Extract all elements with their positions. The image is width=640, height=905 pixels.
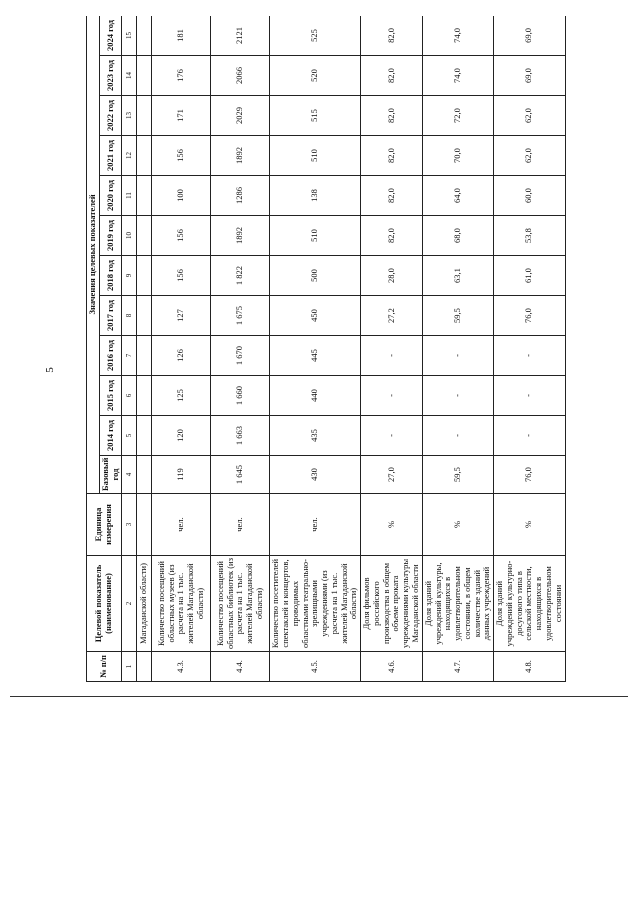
year-value: 2121 [211, 16, 270, 56]
column-number: 2 [122, 556, 137, 652]
year-value: - [422, 336, 493, 376]
year-value: 1 822 [211, 256, 270, 296]
year-value: 59,5 [422, 296, 493, 336]
header-year: 2022 год [99, 96, 122, 136]
header-year: 2016 год [99, 336, 122, 376]
year-value: - [494, 336, 565, 376]
year-value: 120 [152, 416, 211, 456]
indicator-name: Количество посещений областных библиотек (из расчета на 1 тыс. жителей Магаданской области) [211, 556, 270, 652]
year-value: 82,0 [361, 176, 423, 216]
row-number: 4.4. [211, 652, 270, 682]
indicator-name: Количество посещений областных музеев (из расчета на 1 тыс. жителей Магаданской области) [152, 556, 211, 652]
indicator-name: Количество посетителей спектаклей и концертов, проводимых областными театрально-зрелищными учреждениями (из расчета на 1 тыс. жителей Магаданской области) [270, 556, 361, 652]
table-row [211, 16, 270, 682]
year-value: 70,0 [422, 136, 493, 176]
row-number: 4.7. [422, 652, 493, 682]
column-number: 7 [122, 336, 137, 376]
header-name: Целевой показатель (наименование) [87, 556, 122, 652]
header-year: 2024 год [99, 16, 122, 56]
base-year-value: 59,5 [422, 456, 493, 494]
indicator-name: Доля фильмов российского производства в общем объеме проката учреждениями культуры Магаданской области [361, 556, 423, 652]
unit-cell: % [422, 494, 493, 556]
continuation-row [137, 16, 152, 682]
column-number: 3 [122, 494, 137, 556]
rotated-table-frame [86, 16, 626, 682]
year-value: 72,0 [422, 96, 493, 136]
year-value: 445 [270, 336, 361, 376]
unit-cell: % [361, 494, 423, 556]
column-number: 15 [122, 16, 137, 56]
year-value: 82,0 [361, 216, 423, 256]
year-value: 82,0 [361, 136, 423, 176]
column-number: 11 [122, 176, 137, 216]
year-value: - [361, 336, 423, 376]
column-number: 13 [122, 96, 137, 136]
year-value: 138 [270, 176, 361, 216]
year-value: 525 [270, 16, 361, 56]
target-indicators-table [86, 16, 566, 682]
column-number: 4 [122, 456, 137, 494]
table-row [152, 16, 211, 682]
header-year: 2018 год [99, 256, 122, 296]
year-value: 1892 [211, 216, 270, 256]
year-value: 500 [270, 256, 361, 296]
year-value: 435 [270, 416, 361, 456]
base-year-value: 27,0 [361, 456, 423, 494]
year-value: - [422, 376, 493, 416]
year-value: 440 [270, 376, 361, 416]
year-value: 82,0 [361, 56, 423, 96]
table-row [422, 16, 493, 682]
year-value: - [361, 376, 423, 416]
row-number: 4.5. [270, 652, 361, 682]
header-year: 2017 год [99, 296, 122, 336]
header-unit: Единица измерения [87, 494, 122, 556]
column-number: 6 [122, 376, 137, 416]
header-year: 2023 год [99, 56, 122, 96]
year-value: 61,0 [494, 256, 565, 296]
column-number: 10 [122, 216, 137, 256]
year-value: 74,0 [422, 56, 493, 96]
year-value: 69,0 [494, 16, 565, 56]
year-value: 1 670 [211, 336, 270, 376]
year-value: 82,0 [361, 16, 423, 56]
table-row [361, 16, 423, 682]
year-value: 62,0 [494, 136, 565, 176]
header-group-title: Значения целевых показателей [87, 16, 100, 494]
header-base-year: Базовый год [99, 456, 122, 494]
year-value: - [494, 376, 565, 416]
year-value: 64,0 [422, 176, 493, 216]
year-value: 1 675 [211, 296, 270, 336]
year-value: 2066 [211, 56, 270, 96]
year-value: 125 [152, 376, 211, 416]
year-value: 82,0 [361, 96, 423, 136]
year-value: 171 [152, 96, 211, 136]
year-value: 450 [270, 296, 361, 336]
year-value: 126 [152, 336, 211, 376]
year-value: 127 [152, 296, 211, 336]
continuation-text: Магаданской области) [137, 556, 152, 652]
year-value: 27,2 [361, 296, 423, 336]
unit-cell: % [494, 494, 565, 556]
year-value: 510 [270, 136, 361, 176]
year-value: 1 663 [211, 416, 270, 456]
column-number: 14 [122, 56, 137, 96]
column-number: 12 [122, 136, 137, 176]
year-value: 176 [152, 56, 211, 96]
year-value: 515 [270, 96, 361, 136]
table-row [494, 16, 565, 682]
year-value: 100 [152, 176, 211, 216]
base-year-value: 76,0 [494, 456, 565, 494]
row-number: 4.8. [494, 652, 565, 682]
indicator-name: Доля зданий учреждений культуры, находящихся в удовлетворительном состоянии, в общем количестве зданий данных учреждений [422, 556, 493, 652]
year-value: 156 [152, 256, 211, 296]
year-value: 53,8 [494, 216, 565, 256]
year-value: 1286 [211, 176, 270, 216]
table-container [86, 16, 626, 682]
year-value: 510 [270, 216, 361, 256]
year-value: 69,0 [494, 56, 565, 96]
year-value: 2029 [211, 96, 270, 136]
header-no: № п/п [87, 652, 122, 682]
year-value: - [494, 416, 565, 456]
unit-cell: чел. [211, 494, 270, 556]
row-number: 4.6. [361, 652, 423, 682]
column-number: 9 [122, 256, 137, 296]
year-value: 63,1 [422, 256, 493, 296]
year-value: 520 [270, 56, 361, 96]
year-value: 1 660 [211, 376, 270, 416]
year-value: 181 [152, 16, 211, 56]
base-year-value: 119 [152, 456, 211, 494]
header-year: 2015 год [99, 376, 122, 416]
indicator-name: Доля зданий учреждений культурно-досугового типа в сельской местности, находящихся в удовлетворительном состоянии [494, 556, 565, 652]
header-year: 2014 год [99, 416, 122, 456]
unit-cell: чел. [152, 494, 211, 556]
year-value: 60,0 [494, 176, 565, 216]
column-number: 1 [122, 652, 137, 682]
year-value: 28,0 [361, 256, 423, 296]
column-number: 8 [122, 296, 137, 336]
year-value: - [422, 416, 493, 456]
unit-cell: чел. [270, 494, 361, 556]
base-year-value: 430 [270, 456, 361, 494]
header-year: 2020 год [99, 176, 122, 216]
year-value: 76,0 [494, 296, 565, 336]
year-value: 1892 [211, 136, 270, 176]
table-row [270, 16, 361, 682]
page-number: 5 [44, 367, 56, 373]
base-year-value: 1 645 [211, 456, 270, 494]
year-value: - [361, 416, 423, 456]
row-number: 4.3. [152, 652, 211, 682]
year-value: 62,0 [494, 96, 565, 136]
column-number: 5 [122, 416, 137, 456]
horizontal-rule [10, 696, 628, 697]
header-year: 2019 год [99, 216, 122, 256]
header-year: 2021 год [99, 136, 122, 176]
year-value: 156 [152, 136, 211, 176]
year-value: 74,0 [422, 16, 493, 56]
header-numbers-row [122, 16, 137, 682]
year-value: 156 [152, 216, 211, 256]
year-value: 68,0 [422, 216, 493, 256]
